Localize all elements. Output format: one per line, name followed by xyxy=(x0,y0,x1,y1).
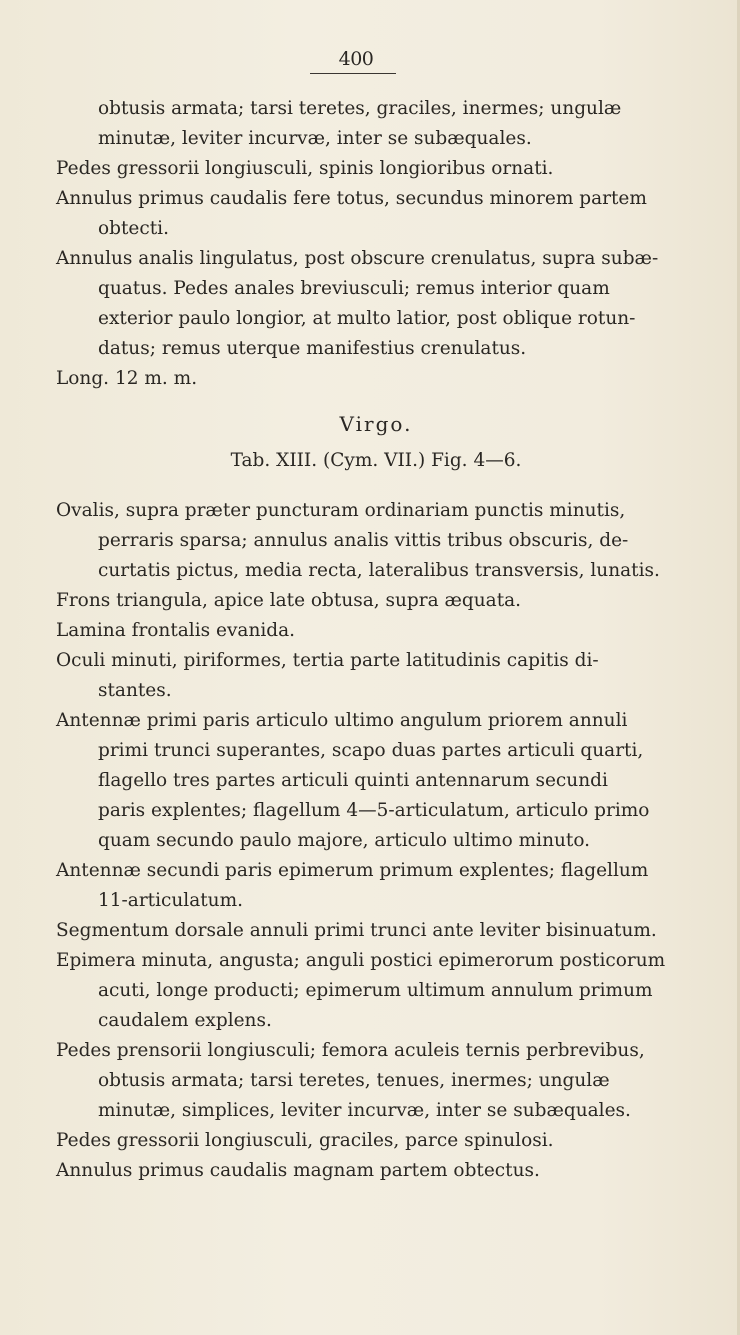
text-line: Pedes gressorii longiusculi, graciles, parce spinulosi. xyxy=(56,1130,554,1151)
text-line: quatus. Pedes anales breviusculi; remus interior quam xyxy=(98,278,610,299)
text-line: stantes. xyxy=(98,680,172,701)
text-line: Ovalis, supra præter puncturam ordinariam punctis minutis, xyxy=(56,500,626,521)
species-heading: Virgo. xyxy=(339,412,413,436)
text-line: Annulus analis lingulatus, post obscure crenulatus, supra subæ- xyxy=(56,248,659,269)
plate-reference: Tab. XIII. (Cym. VII.) Fig. 4—6. xyxy=(230,450,522,471)
text-line: datus; remus uterque manifestius crenulatus. xyxy=(98,338,527,359)
text-block-description xyxy=(56,496,696,1186)
page-number-rule xyxy=(310,73,396,74)
text-line: Frons triangula, apice late obtusa, supra æquata. xyxy=(56,590,522,611)
page-body xyxy=(56,94,696,1186)
text-line: acuti, longe producti; epimerum ultimum annulum primum xyxy=(98,980,653,1001)
text-line: primi trunci superantes, scapo duas partes articuli quarti, xyxy=(98,740,644,761)
text-line: 11-articulatum. xyxy=(98,890,244,911)
text-line: perraris sparsa; annulus analis vittis tribus obscuris, de- xyxy=(98,530,629,551)
text-line: obtusis armata; tarsi teretes, tenues, inermes; ungulæ xyxy=(98,1070,610,1091)
text-line: Pedes prensorii longiusculi; femora aculeis ternis perbrevibus, xyxy=(56,1040,645,1061)
page-number: 400 xyxy=(338,48,374,70)
text-line: obtusis armata; tarsi teretes, graciles, inermes; ungulæ xyxy=(98,98,622,119)
text-line: Segmentum dorsale annuli primi trunci ante leviter bisinuatum. xyxy=(56,920,657,941)
text-line: exterior paulo longior, at multo latior, post oblique rotun- xyxy=(98,308,636,329)
text-line: Lamina frontalis evanida. xyxy=(56,620,296,641)
text-line: Long. 12 m. m. xyxy=(56,368,198,389)
text-line: Oculi minuti, piriformes, tertia parte latitudinis capitis di- xyxy=(56,650,599,671)
text-line: minutæ, leviter incurvæ, inter se subæquales. xyxy=(98,128,532,149)
text-line: Annulus primus caudalis magnam partem obtectus. xyxy=(56,1160,540,1181)
text-line: Antennæ primi paris articulo ultimo angulum priorem annuli xyxy=(56,710,628,731)
text-line: Antennæ secundi paris epimerum primum explentes; flagellum xyxy=(56,860,649,881)
text-line: flagello tres partes articuli quinti antennarum secundi xyxy=(98,770,608,791)
text-line: curtatis pictus, media recta, lateralibus transversis, lunatis. xyxy=(98,560,660,581)
text-line: caudalem explens. xyxy=(98,1010,272,1031)
text-line: minutæ, simplices, leviter incurvæ, inter se subæquales. xyxy=(98,1100,631,1121)
text-block-continuation xyxy=(56,94,696,394)
text-line: Epimera minuta, angusta; anguli postici epimerorum posticorum xyxy=(56,950,666,971)
text-line: Pedes gressorii longiusculi, spinis longioribus ornati. xyxy=(56,158,554,179)
text-line: quam secundo paulo majore, articulo ultimo minuto. xyxy=(98,830,591,851)
text-line: obtecti. xyxy=(98,218,169,239)
text-line: Annulus primus caudalis fere totus, secundus minorem partem xyxy=(56,188,647,209)
text-line: paris explentes; flagellum 4—5-articulatum, articulo primo xyxy=(98,800,650,821)
